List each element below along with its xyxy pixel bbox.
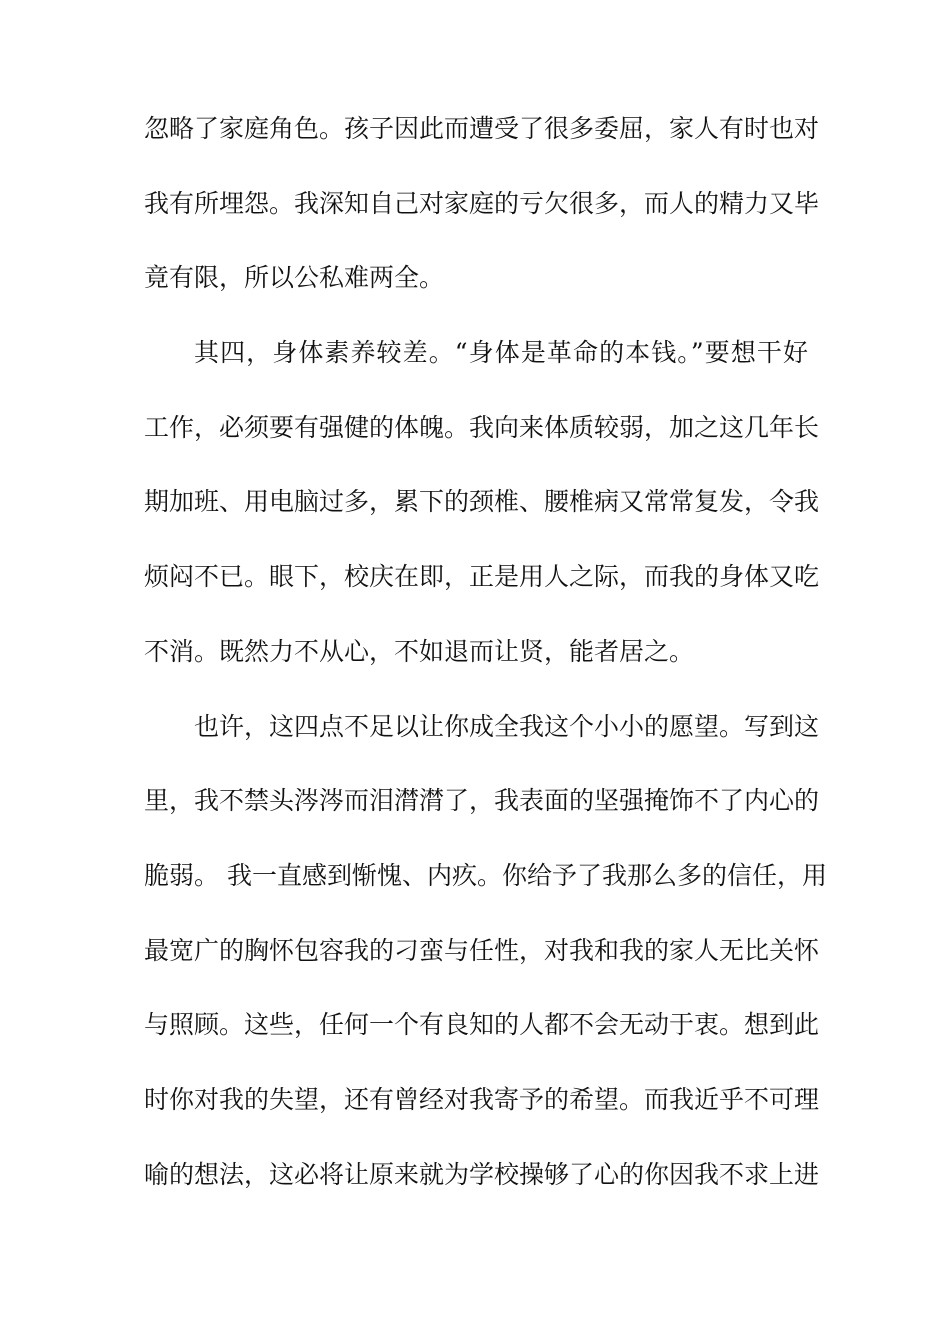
text-line: 脆弱。 我一直感到惭愧、内疚。你给予了我那么多的信任，用 [144, 860, 827, 890]
text-line: 工作，必须要有强健的体魄。我向来体质较弱，加之这几年长 [144, 412, 820, 442]
text-line: 里，我不禁头涔涔而泪潸潸了，我表面的坚强掩饰不了内心的 [144, 786, 820, 816]
text-line: 期加班、用电脑过多，累下的颈椎、腰椎病又常常复发，令我 [144, 487, 820, 517]
text-line: 我有所埋怨。我深知自己对家庭的亏欠很多，而人的精力又毕 [144, 188, 820, 218]
text-line: 喻的想法，这必将让原来就为学校操够了心的你因我不求上进 [144, 1159, 820, 1189]
text-line: 竟有限，所以公私难两全。 [144, 263, 445, 293]
text-line: 忽略了家庭角色。孩子因此而遭受了很多委屈，家人有时也对 [144, 114, 820, 143]
text-line: 不消。既然力不从心，不如退而让贤，能者居之。 [144, 636, 695, 666]
text-line: 时你对我的失望，还有曾经对我寄予的希望。而我近乎不可理 [144, 1084, 820, 1114]
text-line: 烦闷不已。眼下，校庆在即，正是用人之际，而我的身体又吃 [144, 562, 820, 592]
text-line: 也许，这四点不足以让你成全我这个小小的愿望。写到这 [194, 711, 820, 741]
text-line: 其四，身体素养较差。“身体是革命的本钱。”要想干好 [194, 338, 808, 368]
text-line: 最宽广的胸怀包容我的刁蛮与任性，对我和我的家人无比关怀 [144, 935, 820, 965]
body-text [144, 114, 827, 1236]
text-line: 与照顾。这些，任何一个有良知的人都不会无动于衷。想到此 [144, 1010, 820, 1040]
